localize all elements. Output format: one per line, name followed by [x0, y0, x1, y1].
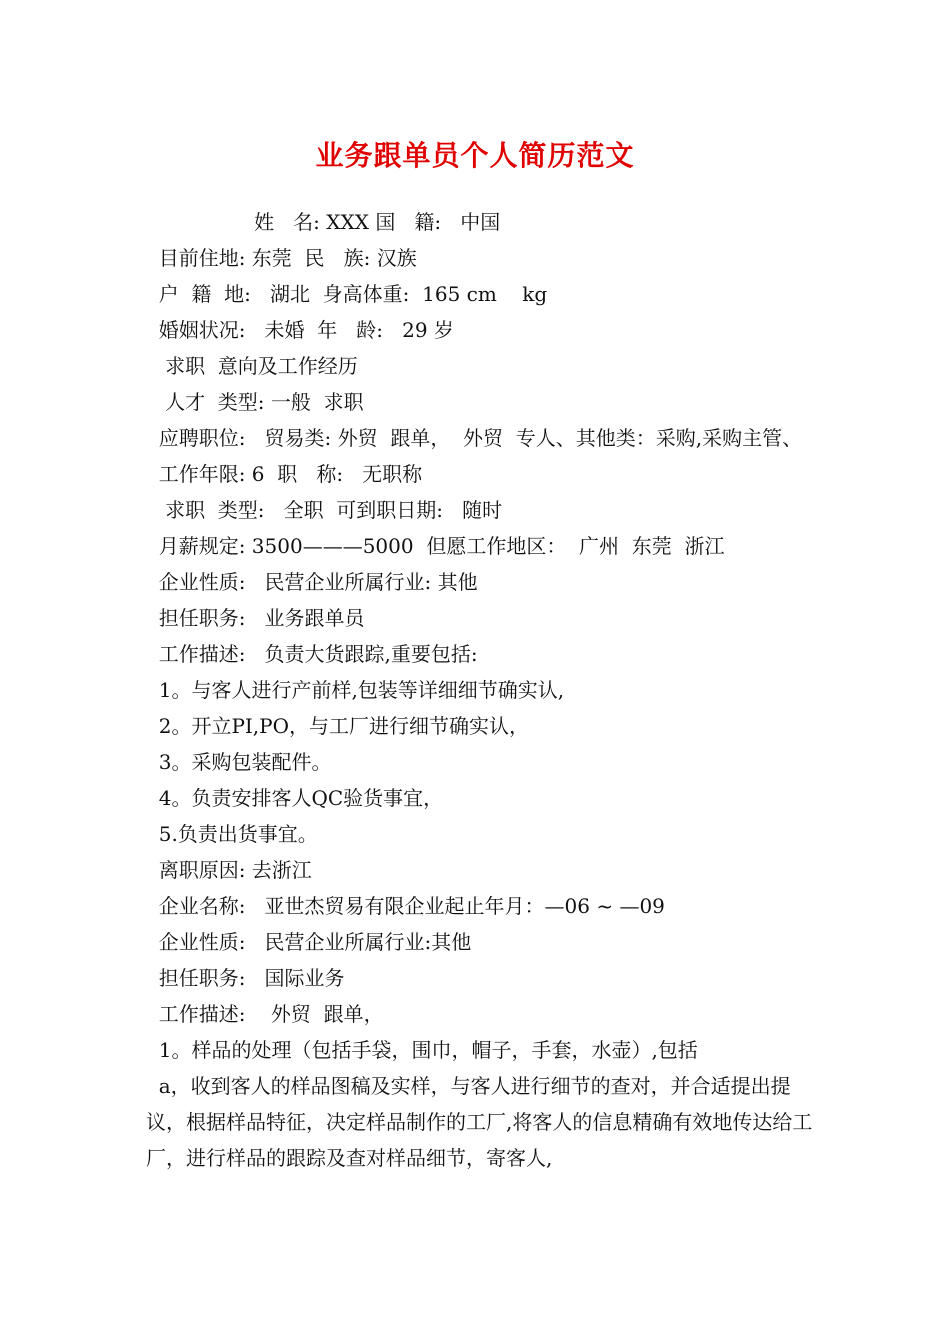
text-line: 5.负责出货事宜。	[146, 822, 318, 846]
text-line: 企业名称: 亚世杰贸易有限企业起止年月：—06 ~ —09	[146, 894, 665, 918]
text-line: 工作描述: 外贸 跟单，	[146, 1002, 384, 1026]
text-line: 担任职务: 业务跟单员	[146, 606, 365, 630]
text-line: 应聘职位: 贸易类: 外贸 跟单， 外贸 专人、其他类：采购,采购主管、	[146, 426, 803, 450]
text-line: 工作描述: 负责大货跟踪,重要包括:	[146, 642, 478, 666]
text-line: 4。负责安排客人QC验货事宜，	[146, 786, 444, 810]
text-line: 目前住地: 东莞 民 族: 汉族	[146, 246, 417, 270]
text-line: 离职原因: 去浙江	[146, 858, 312, 882]
text-line: 户 籍 地: 湖北 身高体重: 165 cm kg	[146, 282, 548, 306]
text-line: 1。与客人进行产前样,包装等详细细节确实认,	[146, 678, 565, 702]
text-line: 3。采购包装配件。	[146, 750, 332, 774]
text-line: 1。样品的处理（包括手袋，围巾，帽子，手套，水壶）,包括	[146, 1038, 698, 1062]
text-line: 工作年限: 6 职 称: 无职称	[146, 462, 423, 486]
document-title: 业务跟单员个人简历范文	[315, 139, 635, 172]
text-line: a，收到客人的样品图稿及实样，与客人进行细节的查对，并合适提出提议，根据样品特征，决定样品制作的工厂,将客人的信息精确有效地传达给工厂，进行样品的跟踪及查对样品细节，寄客人,	[146, 1074, 813, 1170]
text-line: 姓 名: XXX 国 籍: 中国	[146, 210, 501, 234]
text-line: 企业性质: 民营企业所属行业: 其他	[146, 570, 478, 594]
text-line: 2。开立PI,PO，与工厂进行细节确实认，	[146, 714, 530, 738]
text-line: 求职 意向及工作经历	[146, 354, 358, 378]
text-line: 担任职务: 国际业务	[146, 966, 345, 990]
text-line: 企业性质: 民营企业所属行业:其他	[146, 930, 472, 954]
text-line: 人才 类型: 一般 求职	[146, 390, 364, 414]
text-line: 求职 类型: 全职 可到职日期: 随时	[146, 498, 503, 522]
text-line: 婚姻状况: 未婚 年 龄: 29 岁	[146, 318, 454, 342]
document-body	[146, 204, 826, 1176]
text-line: 月薪规定: 3500———5000 但愿工作地区： 广州 东莞 浙江	[146, 534, 725, 558]
